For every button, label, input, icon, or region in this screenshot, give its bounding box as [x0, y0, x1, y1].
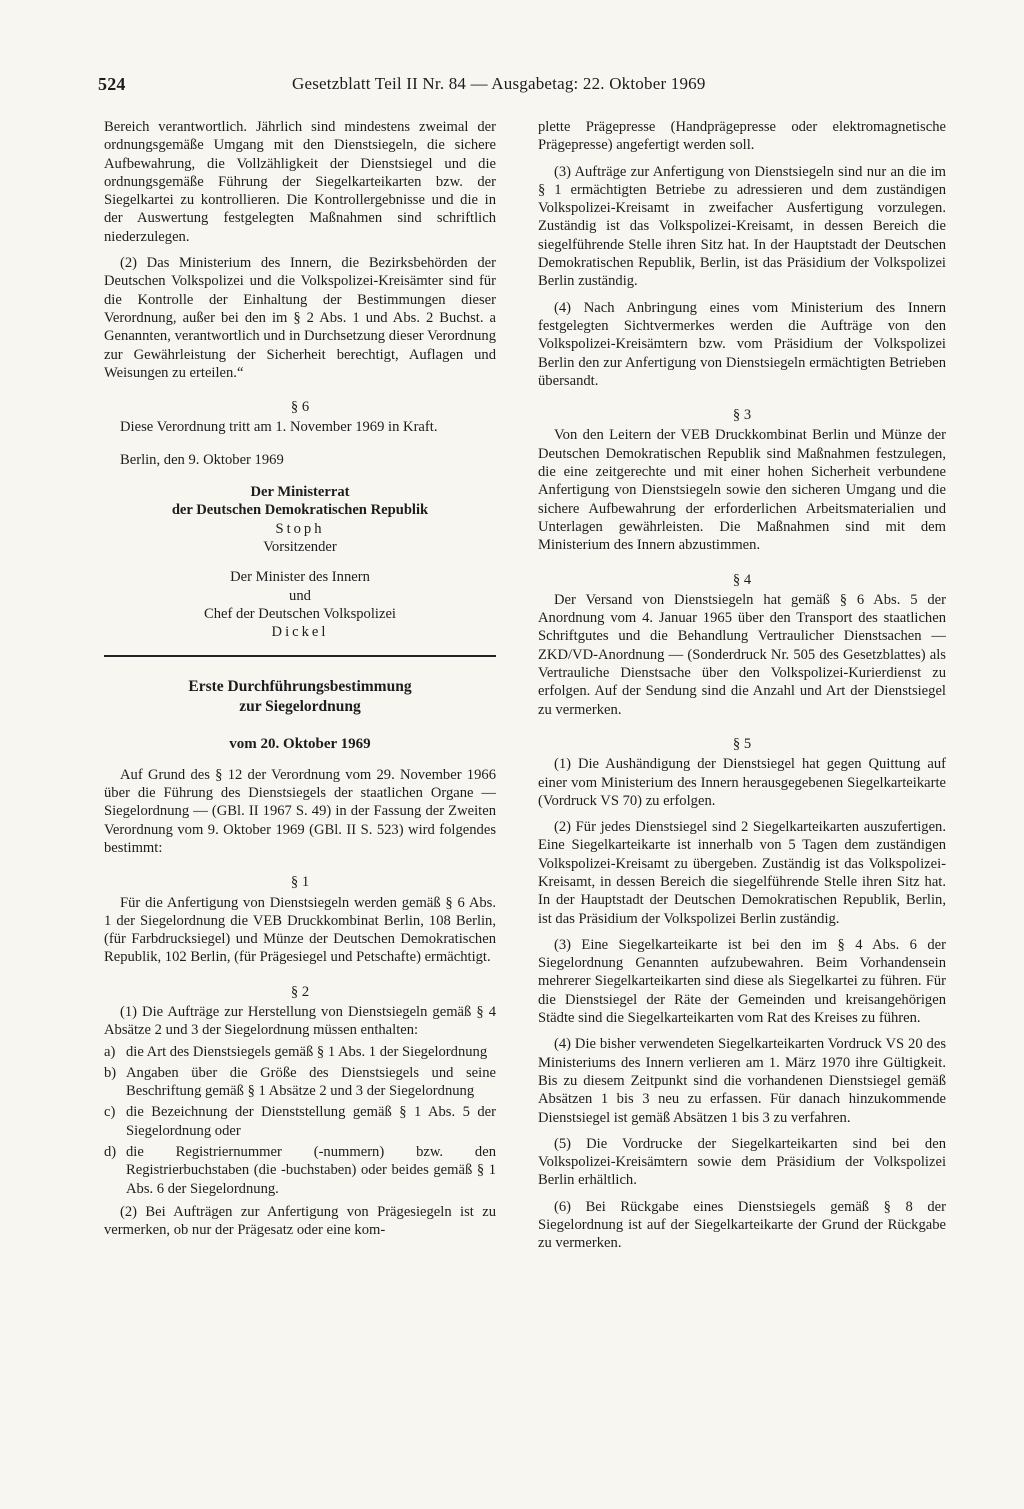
- paragraph: (4) Die bisher verwendeten Siegelkarteikarten Vordruck VS 20 des Ministeriums des Innern verlieren am 1. März 1970 ihre Gültigkeit. Bis zu diesem Zeitpunkt sind die vorhandenen Dienstsiegel gemäß Absätzen 1 bis 3 neu zu erfassen. Für danach hinzukommende Dienstsiegel ist gemäß Absätzen 1 bis 3 zu verfahren.: [538, 1036, 946, 1126]
- running-title: Gesetzblatt Teil II Nr. 84 — Ausgabetag: 22. Oktober 1969: [292, 74, 706, 93]
- paragraph: Von den Leitern der VEB Druckkombinat Berlin und Münze der Deutschen Demokratischen Republik sind Maßnahmen festzulegen, die eine zeitgerechte und mit einer hohen Sicherheit verbundene Anfertigung von Dienstsiegeln sowie den sicheren Umgang und die sichere Aufbewahrung der erforderlichen Arbeitsmaterialien und Unterlagen gewährleisten. Die Maßnahmen sind mit dem Ministerium des Innern abzustimmen.: [538, 427, 946, 554]
- document-title: Erste Durchführungsbestimmung: [188, 678, 412, 696]
- paragraph: (1) Die Aufträge zur Herstellung von Dienstsiegeln gemäß § 4 Absätze 2 und 3 der Siegelordnung müssen enthalten:: [104, 1003, 496, 1039]
- section-heading: § 4: [732, 571, 752, 588]
- paragraph: (3) Aufträge zur Anfertigung von Dienstsiegeln sind nur an die im § 1 ermächtigten Betriebe zu adressieren und dem zuständigen Volkspolizei-Kreisamt in zweifacher Ausfertigung vorzulegen. Zuständig ist das Volkspolizei-Kreisamt, in dessen Bereich die siegelführende Stelle ihren Sitz hat. In der Hauptstadt der Deutschen Demokratischen Republik, Berlin, ist das Präsidium der Volkspolizei Berlin zuständig.: [538, 163, 946, 290]
- left-column: [104, 118, 496, 1248]
- section-heading: § 3: [732, 407, 752, 424]
- paragraph: Der Versand von Dienstsiegeln hat gemäß § 6 Abs. 5 der Anordnung vom 4. Januar 1965 über den Transport des staatlichen Schriftgutes und die Behandlung Vertraulicher Dienstsachen — ZKD/VD-Anordnung — (Sonderdruck Nr. 505 des Gesetzblattes) als Vertrauliche Dienstsache über den Volkspolizei-Kurierdienst zu erfolgen. Auf der Sendung sind die Anzahl und Art der Dienstsiegel zu vermerken.: [538, 591, 946, 718]
- right-column: [538, 118, 946, 1261]
- signature-organ: der Deutschen Demokratischen Republik: [171, 502, 429, 519]
- signatory-role: Der Minister des Innern: [230, 569, 370, 586]
- paragraph: (2) Bei Aufträgen zur Anfertigung von Prägesiegeln ist zu vermerken, ob nur der Prägesatz oder eine kom-: [104, 1203, 496, 1239]
- paragraph: Bereich verantwortlich. Jährlich sind mindestens zweimal der ordnungsgemäße Umgang mit den Dienstsiegeln, die sichere Aufbewahrung, die Vollzähligkeit der Dienstsiegel und die ordnungsgemäße Führung der Siegelkarteikarten bzw. der Siegelkartei zu kontrollieren. Die Kontrollergebnisse und die in der Auswertung festgelegten Maßnahmen sind schriftlich niederzulegen.: [104, 119, 496, 245]
- signatory-name: Stoph: [275, 520, 325, 537]
- list-text: die Bezeichnung der Dienststellung gemäß § 1 Abs. 5 der Siegelordnung oder: [126, 1104, 496, 1139]
- list-item: [104, 1103, 496, 1140]
- list-text: die Art des Dienstsiegels gemäß § 1 Abs. 1 der Siegelordnung: [126, 1043, 488, 1060]
- signature-organ: Der Ministerrat: [250, 484, 350, 501]
- page-number: 524: [98, 74, 126, 94]
- list-marker: c): [104, 1104, 116, 1121]
- paragraph: (4) Nach Anbringung eines vom Ministerium des Innern festgelegten Sichtvermerkes werden die Aufträge von den Volkspolizei-Kreisämtern bzw. vom Präsidium der Volkspolizei Berlin den zur Anfertigung von Dienstsiegeln ermächtigten Betrieben übersandt.: [538, 299, 946, 389]
- signatory-role: und: [289, 587, 311, 604]
- paragraph: (6) Bei Rückgabe eines Dienstsiegels gemäß § 8 der Siegelordnung ist auf der Siegelkarteikarte der Grund der Rückgabe zu vermerken.: [538, 1198, 946, 1252]
- paragraph: Diese Verordnung tritt am 1. November 1969 in Kraft.: [120, 419, 438, 436]
- list-marker: a): [104, 1043, 116, 1060]
- paragraph: (2) Das Ministerium des Innern, die Bezirksbehörden der Deutschen Volkspolizei und die Volkspolizei-Kreisämter sind für die Kontrolle der Einhaltung der Bestimmungen dieser Verordnung, außer bei den im § 2 Abs. 1 und Abs. 2 Buchst. a Genannten, verantwortlich und in Durchsetzung dieser Verordnung zur Gewährleistung der Sicherheit berechtigt, Auflagen und Weisungen zu erteilen.“: [104, 255, 496, 381]
- list-text: Angaben über die Größe des Dienstsiegels und seine Beschriftung gemäß § 1 Absätze 2 und 3 der Siegelordnung: [126, 1064, 496, 1100]
- list-marker: b): [104, 1064, 117, 1081]
- signatory-name: Dickel: [271, 624, 329, 641]
- divider: [104, 655, 496, 657]
- document-date: vom 20. Oktober 1969: [229, 736, 371, 753]
- paragraph: Für die Anfertigung von Dienstsiegeln werden gemäß § 6 Abs. 1 der Siegelordnung die VEB Druckkombinat Berlin, 108 Berlin, (für Farbdrucksiegel) und Münze der Deutschen Demokratischen Republik, 102 Berlin, (für Prägesiegel und Petschafte) ermächtigt.: [104, 894, 496, 966]
- section-heading: § 6: [290, 399, 310, 416]
- list-item: [104, 1143, 496, 1198]
- paragraph: (3) Eine Siegelkarteikarte ist bei den im § 4 Abs. 6 der Siegelordnung Genannten aufzubewahren. Beim Vorhandensein mehrerer Siegelkarteikarten sind diese als Siegelkartei zu führen. Für die Dienstsiegel der Räte der Gemeinden und kreisangehörigen Städte sind die Siegelkarteikarten vom Rat des Kreises zu führen.: [538, 936, 946, 1027]
- signatory-role: Chef der Deutschen Volkspolizei: [204, 605, 396, 622]
- paragraph: (1) Die Aushändigung der Dienstsiegel hat gegen Quittung auf einer vom Ministerium des Innern herausgegebenen Siegelkarteikarte (Vordruck VS 70) zu erfolgen.: [538, 756, 946, 809]
- list-item: [104, 1064, 496, 1101]
- section-heading: § 2: [290, 983, 310, 1000]
- section-heading: § 5: [732, 735, 752, 752]
- paragraph: Auf Grund des § 12 der Verordnung vom 29. November 1966 über die Führung des Dienstsiegels der staatlichen Organe — Siegelordnung — (GBl. II 1967 S. 49) in der Fassung der Zweiten Verordnung vom 9. Oktober 1969 (GBl. II S. 523) wird folgendes bestimmt:: [104, 766, 496, 856]
- signatory-role: Vorsitzender: [263, 538, 337, 555]
- document-title: zur Siegelordnung: [239, 698, 361, 716]
- list-text: die Registriernummer (-nummern) bzw. den Registrierbuchstaben (die -buchstaben) oder beides gemäß § 1 Abs. 6 der Siegelordnung.: [126, 1144, 496, 1197]
- page-header: [98, 74, 946, 100]
- place-date: Berlin, den 9. Oktober 1969: [120, 451, 284, 468]
- section-heading: § 1: [290, 874, 310, 891]
- list-marker: d): [104, 1144, 117, 1161]
- paragraph: (5) Die Vordrucke der Siegelkarteikarten sind bei den Volkspolizei-Kreisämtern sowie dem Präsidium der Volkspolizei Berlin erhältlich.: [538, 1135, 946, 1189]
- paragraph: (2) Für jedes Dienstsiegel sind 2 Siegelkarteikarten auszufertigen. Eine Siegelkarteikarte ist innerhalb von 5 Tagen dem zuständigen Volkspolizei-Kreisamt zu übergeben. Zuständig ist das Volkspolizei-Kreisamt, in dessen Bereich die siegelführende Stelle ihren Sitz hat. In der Hauptstadt der Deutschen Demokratischen Republik, Berlin, ist das Präsidium der Volkspolizei Berlin zuständig.: [538, 819, 946, 927]
- list-item: [104, 1043, 496, 1061]
- paragraph: plette Prägepresse (Handprägepresse oder elektromagnetische Prägepresse) angefertigt werden soll.: [538, 119, 946, 154]
